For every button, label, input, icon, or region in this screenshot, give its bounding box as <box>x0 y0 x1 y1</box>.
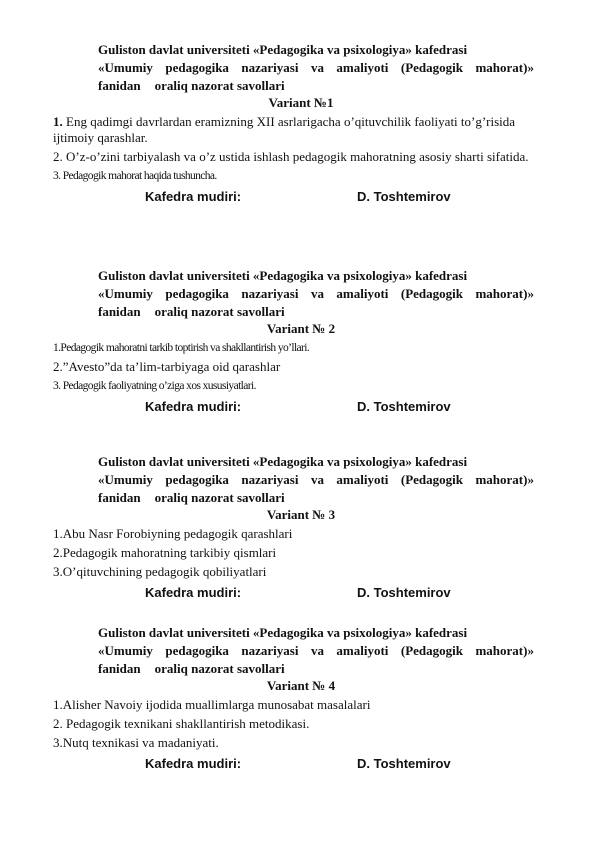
exam-line: fanidan oraliq nazorat savollari <box>98 304 285 319</box>
signature-line <box>145 584 596 602</box>
question-item: 2.Pedagogik mahoratning tarkibiy qismlari <box>53 545 277 560</box>
university-line: Guliston davlat universiteti «Pedagogika va psixologiya» kafedrasi <box>98 625 468 640</box>
variant-1 <box>0 41 596 206</box>
question-item: 2. Pedagogik texnikani shakllantirish metodikasi. <box>53 716 310 731</box>
variant-2 <box>0 267 596 416</box>
course-line: «Umumiy pedagogika nazariyasi va amaliyoti (Pedagogik mahorat)» <box>98 643 534 658</box>
signature-name: D. Toshtemirov <box>357 399 451 414</box>
question-item: 3. Pedagogik mahorat haqida tushuncha. <box>53 170 217 182</box>
course-line: «Umumiy pedagogika nazariyasi va amaliyoti (Pedagogik mahorat)» <box>98 472 534 487</box>
variant-3 <box>0 453 596 602</box>
exam-line: fanidan oraliq nazorat savollari <box>98 78 285 93</box>
university-line: Guliston davlat universiteti «Pedagogika va psixologiya» kafedrasi <box>98 42 468 57</box>
question-item: 3.O’qituvchining pedagogik qobiliyatlari <box>53 564 267 579</box>
variant-4 <box>0 624 596 773</box>
university-line: Guliston davlat universiteti «Pedagogika va psixologiya» kafedrasi <box>98 268 468 283</box>
signature-title: Kafedra mudiri: <box>145 189 242 204</box>
question-item: 1.Pedagogik mahoratni tarkib toptirish va shakllantirish yo’llari. <box>53 342 310 354</box>
question-item: 2.”Avesto”da ta’lim-tarbiyaga oid qarashlar <box>53 359 281 374</box>
signature-line <box>145 755 596 773</box>
exam-line: fanidan oraliq nazorat savollari <box>98 490 285 505</box>
signature-name: D. Toshtemirov <box>357 585 451 600</box>
variant-title: Variant №1 <box>268 95 334 110</box>
question-item: 2. O’z-o’zini tarbiyalash va o’z ustida ishlash pedagogik mahoratning asosiy sharti sifatida. <box>53 149 529 164</box>
signature-line <box>145 398 596 416</box>
variant-header <box>98 624 534 678</box>
variant-header <box>98 453 534 507</box>
variant-title: Variant № 4 <box>266 678 336 693</box>
signature-title: Kafedra mudiri: <box>145 399 242 414</box>
university-line: Guliston davlat universiteti «Pedagogika va psixologiya» kafedrasi <box>98 454 468 469</box>
variant-title: Variant № 2 <box>266 321 336 336</box>
course-line: «Umumiy pedagogika nazariyasi va amaliyoti (Pedagogik mahorat)» <box>98 286 534 301</box>
variant-header <box>98 267 534 321</box>
question-item: 1.Abu Nasr Forobiyning pedagogik qarashlari <box>53 526 293 541</box>
signature-name: D. Toshtemirov <box>357 756 451 771</box>
question-item: 1. Eng qadimgi davrlardan eramizning XII asrlarigacha o’qituvchilik faoliyati to’g’risida ijtimoiy qarashlar. <box>53 114 516 145</box>
course-line: «Umumiy pedagogika nazariyasi va amaliyoti (Pedagogik mahorat)» <box>98 60 534 75</box>
variant-title: Variant № 3 <box>266 507 336 522</box>
question-item: 3. Pedagogik faoliyatning o’ziga xos xususiyatlari. <box>53 380 256 392</box>
signature-name: D. Toshtemirov <box>357 189 451 204</box>
question-item: 3.Nutq texnikasi va madaniyati. <box>53 735 219 750</box>
signature-title: Kafedra mudiri: <box>145 585 242 600</box>
signature-title: Kafedra mudiri: <box>145 756 242 771</box>
question-item: 1.Alisher Navoiy ijodida muallimlarga munosabat masalalari <box>53 697 371 712</box>
exam-line: fanidan oraliq nazorat savollari <box>98 661 285 676</box>
signature-line <box>145 188 596 206</box>
variant-header <box>98 41 534 95</box>
